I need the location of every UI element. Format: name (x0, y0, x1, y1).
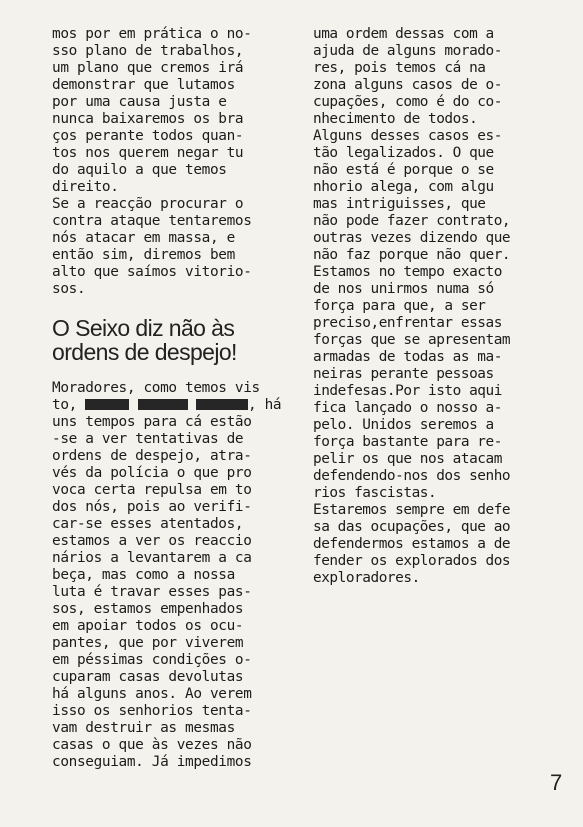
text-line: indefesas.Por isto aqui (313, 383, 502, 399)
text-line: alto que saímos vitorio- (52, 264, 252, 280)
text-line: cupações, como é do co- (313, 94, 502, 110)
text-line: ajuda de alguns morado- (313, 43, 502, 59)
text-line: força para que, a ser (313, 298, 486, 314)
text-line: vés da polícia o que pro (52, 465, 252, 481)
text-line: tos nos querem negar tu (52, 145, 244, 161)
text-line: cuparam casas devolutas (52, 669, 244, 685)
text-line: exploradores. (313, 570, 420, 586)
redaction-bar (196, 399, 248, 410)
text-line: defendendo-nos dos senho (313, 468, 511, 484)
text-line: nhecimento de todos. (313, 111, 478, 127)
text-line: ordens de despejo, atra- (52, 448, 252, 464)
text-line: res, pois temos cá na (313, 60, 486, 76)
text-line: dos nós, pois ao verifi- (52, 499, 252, 515)
text-line: não faz porque não quer. (313, 247, 511, 263)
text-line: luta é travar esses pas- (52, 584, 252, 600)
text-line: preciso,enfrentar essas (313, 315, 502, 331)
text-fragment: , há (247, 397, 282, 413)
text-line: pelir os que nos atacam (313, 451, 502, 467)
text-line: Moradores, como temos vis (52, 380, 260, 396)
text-line: Estaremos sempre em defe (313, 502, 511, 518)
text-line: sa das ocupações, que ao (313, 519, 511, 535)
text-line: nós atacar em massa, e (52, 230, 235, 246)
text-line: neiras perante pessoas (313, 366, 494, 382)
text-line: sso plano de trabalhos, (52, 43, 244, 59)
text-line: -se a ver tentativas de (52, 431, 244, 447)
text-line: voca certa repulsa em to (52, 482, 252, 498)
text-line: fica lançado o nosso a- (313, 400, 502, 416)
text-line: sos. (52, 281, 86, 297)
text-line: tão legalizados. O que (313, 145, 494, 161)
text-line: car-se esses atentados, (52, 516, 244, 532)
text-line: Alguns desses casos es- (313, 128, 502, 144)
text-line: uma ordem dessas com a (313, 26, 494, 42)
text-line: vam destruir as mesmas (52, 720, 235, 736)
text-line: sos, estamos empenhados (52, 601, 244, 617)
text-line: forças que se apresentam (313, 332, 511, 348)
text-line: por uma causa justa e (52, 94, 227, 110)
text-fragment: to, (52, 397, 77, 413)
text-line: de nos unirmos numa só (313, 281, 494, 297)
heading-line: ordens de despejo! (52, 339, 237, 365)
text-line: não pode fazer contrato, (313, 213, 511, 229)
text-line: não está é porque o se (313, 162, 494, 178)
text-line: pantes, que por viverem (52, 635, 244, 651)
redacted-line (52, 397, 281, 414)
text-line: armadas de todas as ma- (313, 349, 502, 365)
heading-line: O Seixo diz não às (52, 315, 235, 341)
redaction-bar (85, 399, 129, 410)
text-line: fender os explorados dos (313, 553, 511, 569)
text-line: nários a levantarem a ca (52, 550, 252, 566)
text-line: nhorio alega, com algu (313, 179, 494, 195)
text-line: um plano que cremos irá (52, 60, 244, 76)
text-line: isso os senhorios tenta- (52, 703, 252, 719)
text-line: casas o que às vezes não (52, 737, 252, 753)
text-line: em péssimas condições o- (52, 652, 252, 668)
text-line: rios fascistas. (313, 485, 437, 501)
text-line: uns tempos para cá estão (52, 414, 252, 430)
article-heading (52, 316, 292, 364)
text-line: ços perante todos quan- (52, 128, 244, 144)
text-line: beça, mas como a nossa (52, 567, 235, 583)
redaction-bar (138, 399, 188, 410)
text-line: conseguiam. Já impedimos (52, 754, 252, 770)
text-line: Estamos no tempo exacto (313, 264, 502, 280)
text-line: força bastante para re- (313, 434, 502, 450)
text-line: Se a reacção procurar o (52, 196, 244, 212)
text-line: há alguns anos. Ao verem (52, 686, 252, 702)
text-line: em apoiar todos os ocu- (52, 618, 244, 634)
text-line: mas intriguisses, que (313, 196, 486, 212)
text-line: demonstrar que lutamos (52, 77, 235, 93)
text-line: contra ataque tentaremos (52, 213, 252, 229)
text-line: outras vezes dizendo que (313, 230, 511, 246)
text-line: então sim, diremos bem (52, 247, 235, 263)
text-line: direito. (52, 179, 119, 195)
text-line: estamos a ver os reaccio (52, 533, 252, 549)
text-line: pelo. Unidos seremos a (313, 417, 494, 433)
text-line: nunca baixaremos os bra (52, 111, 244, 127)
text-line: zona alguns casos de o- (313, 77, 502, 93)
text-line: mos por em prática o no- (52, 26, 252, 42)
page-number: 7 (550, 770, 563, 795)
text-line: do aquilo a que temos (52, 162, 227, 178)
text-line: defendermos estamos a de (313, 536, 511, 552)
